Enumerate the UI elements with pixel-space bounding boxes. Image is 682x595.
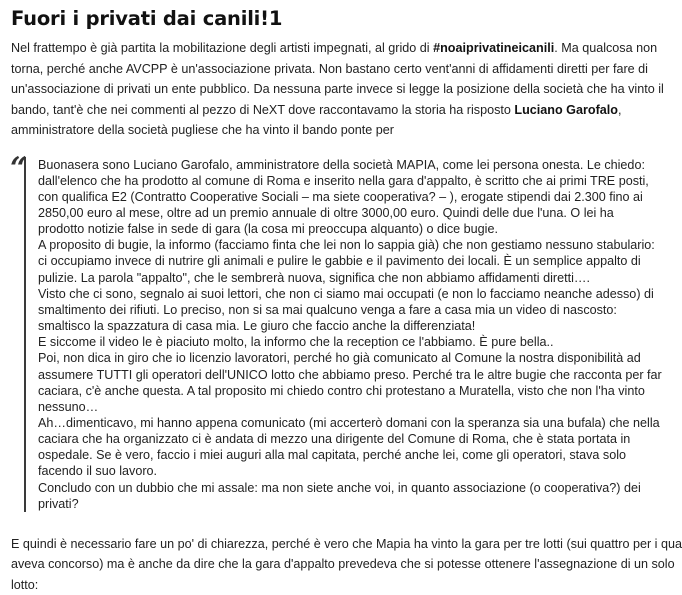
outro-paragraph (11, 534, 682, 595)
outro-line: E quindi è necessario fare un po' di chiarezza, perché è vero che Mapia ha vinto la gara per tre lotti (sui quattro per i qua (11, 536, 682, 551)
quote-line: smaltisco la spazzatura di casa mia. Le giuro che faccio anche la differenziata! (38, 319, 476, 334)
quote-line: assumere TUTTI gli operatori dell'UNICO lotto che abbiamo preso. Perché tra le altre bugie che racconta per far (38, 367, 662, 382)
quote-line: Ah…dimenticavo, mi hanno appena comunicato (mi accerterò domani con la speranza sia una bufala) che nella (38, 416, 660, 430)
intro-text: bando, tant'è che nei commenti al pezzo di NeXT dove raccontavamo la storia ha risposto (11, 102, 515, 117)
quote-line: prodotto notizie false in sede di gara (la cosa mi preoccupa alquanto) o dice bugie. (38, 222, 498, 237)
quote-line: ospedale. Se è vero, faccio i miei auguri alla mal capitata, perché anche lei, come gli operatori, stava solo (38, 448, 627, 463)
intro-line (11, 38, 658, 59)
intro-line: amministratore della società pugliese che ha vinto il bando ponte per (11, 123, 394, 137)
quote-line: con qualifica E2 (Contratto Cooperative Sociali – ma siete cooperativa? – ), erogate stipendi dai 2.300 fino ai (38, 189, 643, 204)
author-name: Luciano Garofalo (514, 102, 618, 117)
quote-line: facendo il suo lavoro. (38, 464, 158, 479)
quote-line: nessuno… (38, 399, 99, 414)
quote-line: caciara che ha organizzato ci è andata di mezzo una dirigente del Comune di Roma, che è stata portata in (38, 432, 631, 447)
quote-mark-icon: “ (10, 150, 28, 186)
quote-line: Poi, non dica in giro che io licenzio lavoratori, perché ho già comunicato al Comune la nostra disponibilità ad (38, 351, 641, 366)
quote-line: A proposito di bugie, la informo (facciamo finta che lei non lo sappia già) che non gestiamo nessuno stabulario: (38, 238, 655, 253)
intro-line (11, 100, 622, 121)
quote-line: dall'elenco che ha prodotto al comune di Roma e inserito nella gara d'appalto, è scritto che ai primi TRE posti, (38, 173, 649, 188)
quote-line: smaltimento dei rifiuti. Lo preciso, non si sa mai qualcuno venga a fare a casa mia un video di nascosto: (38, 302, 617, 317)
intro-text: Nel frattempo è già partita la mobilitazione degli artisti impegnati, al grido di (11, 41, 434, 55)
quote-line: Buonasera sono Luciano Garofalo, amministratore della società MAPIA, come lei persona onesta. Le chiedo: (38, 157, 645, 172)
outro-line: aveva concorso) ma è anche da dire che la gara d'appalto prevedeva che si potesse ottenere l'assegnazione di un solo (11, 557, 675, 572)
quote-line: 2850,00 euro al mese, oltre ad un premio annuale di oltre 3000,00 euro. Quindi delle due l'una. O lei ha (38, 205, 614, 220)
quote-line: E siccome il video le è piaciuto molto, la informo che la reception ce l'abbiamo. È pure bella.. (38, 335, 554, 350)
blockquote (10, 150, 662, 512)
article (10, 6, 682, 595)
outro-line: lotto: (11, 577, 39, 592)
hashtag: #noaiprivatineicanili (433, 41, 555, 55)
quote-line: ci occupiamo invece di nutrire gli animali e pulire le gabbie e il pavimento dei locali. È un semplice appalto di (38, 254, 641, 269)
intro-paragraph (11, 38, 664, 141)
intro-text: . Ma qualcosa non (554, 41, 658, 55)
quote-line: Visto che ci sono, segnalo ai suoi lettori, che non ci siamo mai occupati (e non lo facciamo neanche adesso) di (38, 286, 654, 301)
quote-line: caciara, c'è anche questa. A tal proposito mi chiedo contro chi protestano a Muratella, visto che non l'ha vinto (38, 383, 645, 398)
quote-line: privati? (38, 496, 79, 511)
intro-line: un'associazione di privati un ente pubblico. Da nessuna parte invece si legge la posizione della società che ha vinto il (11, 82, 664, 96)
intro-line: torna, perché anche AVCPP è un'associazione privata. Non bastano certo vent'anni di affidamenti diretti per fare di (11, 61, 648, 76)
article-title: Fuori i privati dai canili!1 (11, 7, 283, 30)
intro-text: , (617, 102, 622, 117)
quote-line: Concludo con un dubbio che mi assale: ma non siete anche voi, in quanto associazione (o cooperativa?) dei (38, 480, 641, 495)
quote-line: pulizie. La parola "appalto", che le sembrerà nuova, significa che non abbiamo affidamenti diretti…. (38, 270, 590, 285)
